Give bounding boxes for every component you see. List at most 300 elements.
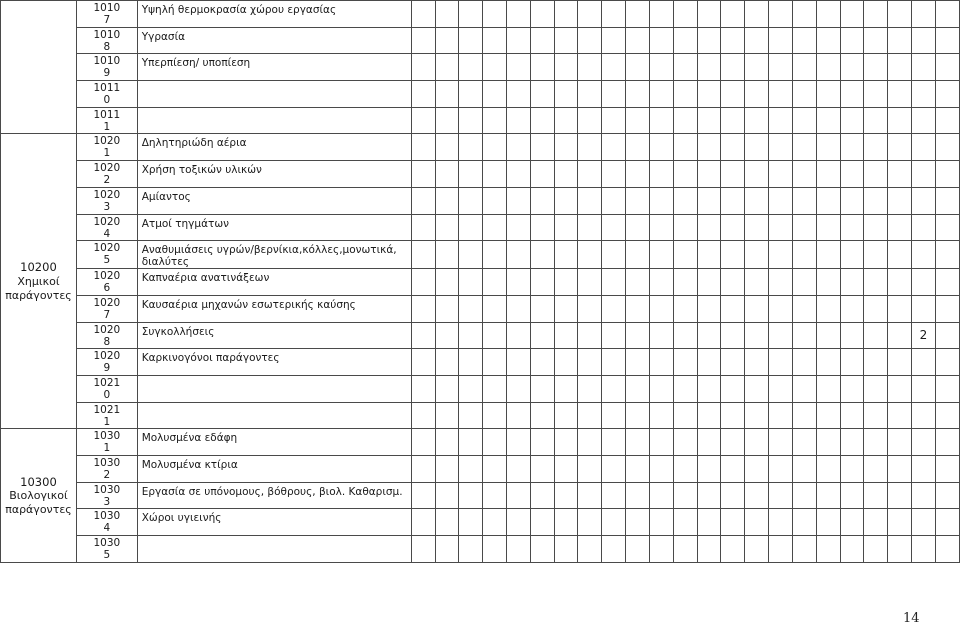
value-cell[interactable] xyxy=(483,187,507,214)
value-cell[interactable] xyxy=(912,536,936,563)
value-cell[interactable] xyxy=(697,241,721,269)
value-cell[interactable] xyxy=(649,1,673,28)
value-cell[interactable] xyxy=(792,456,816,483)
value-cell[interactable] xyxy=(840,402,864,429)
value-cell[interactable] xyxy=(864,509,888,536)
value-cell[interactable] xyxy=(436,214,459,241)
value-cell[interactable] xyxy=(888,187,912,214)
value-cell[interactable] xyxy=(864,295,888,322)
value-cell[interactable] xyxy=(578,456,602,483)
value-cell[interactable] xyxy=(530,295,554,322)
value-cell[interactable] xyxy=(816,322,840,349)
value-cell[interactable] xyxy=(816,295,840,322)
value-cell[interactable] xyxy=(411,241,436,269)
value-cell[interactable] xyxy=(436,241,459,269)
value-cell[interactable] xyxy=(649,81,673,108)
value-cell[interactable] xyxy=(745,1,769,28)
value-cell[interactable] xyxy=(840,509,864,536)
value-cell[interactable] xyxy=(912,241,936,269)
value-cell[interactable] xyxy=(816,54,840,81)
value-cell[interactable] xyxy=(411,1,436,28)
value-cell[interactable] xyxy=(721,429,745,456)
value-cell[interactable] xyxy=(673,402,697,429)
value-cell[interactable] xyxy=(912,1,936,28)
value-cell[interactable] xyxy=(554,456,578,483)
value-cell[interactable] xyxy=(459,375,483,402)
value-cell[interactable] xyxy=(411,161,436,188)
value-cell[interactable] xyxy=(769,482,793,509)
value-cell[interactable] xyxy=(506,509,530,536)
value-cell[interactable] xyxy=(840,429,864,456)
value-cell[interactable] xyxy=(483,1,507,28)
value-cell[interactable] xyxy=(483,402,507,429)
value-cell[interactable] xyxy=(483,482,507,509)
value-cell[interactable] xyxy=(673,322,697,349)
value-cell[interactable] xyxy=(721,187,745,214)
value-cell[interactable] xyxy=(411,402,436,429)
value-cell[interactable] xyxy=(506,429,530,456)
value-cell[interactable] xyxy=(506,214,530,241)
value-cell[interactable] xyxy=(626,187,650,214)
value-cell[interactable] xyxy=(769,81,793,108)
value-cell[interactable] xyxy=(792,536,816,563)
value-cell[interactable] xyxy=(673,456,697,483)
value-cell[interactable] xyxy=(483,536,507,563)
value-cell[interactable] xyxy=(935,429,959,456)
value-cell[interactable] xyxy=(816,161,840,188)
value-cell[interactable] xyxy=(769,161,793,188)
value-cell[interactable] xyxy=(745,161,769,188)
value-cell[interactable] xyxy=(816,482,840,509)
value-cell[interactable] xyxy=(483,54,507,81)
value-cell[interactable] xyxy=(721,54,745,81)
value-cell[interactable] xyxy=(673,1,697,28)
value-cell[interactable] xyxy=(578,269,602,296)
value-cell[interactable] xyxy=(792,1,816,28)
value-cell[interactable] xyxy=(483,429,507,456)
value-cell[interactable] xyxy=(912,107,936,134)
value-cell[interactable] xyxy=(602,349,626,376)
value-cell[interactable] xyxy=(554,54,578,81)
value-cell[interactable] xyxy=(649,27,673,54)
value-cell[interactable] xyxy=(935,241,959,269)
value-cell[interactable] xyxy=(721,349,745,376)
value-cell[interactable] xyxy=(792,107,816,134)
value-cell[interactable] xyxy=(935,322,959,349)
value-cell[interactable] xyxy=(769,402,793,429)
value-cell[interactable] xyxy=(721,81,745,108)
value-cell[interactable] xyxy=(673,107,697,134)
value-cell[interactable] xyxy=(673,54,697,81)
value-cell[interactable] xyxy=(578,107,602,134)
value-cell[interactable] xyxy=(506,322,530,349)
value-cell[interactable] xyxy=(697,402,721,429)
value-cell[interactable] xyxy=(459,349,483,376)
value-cell[interactable] xyxy=(554,322,578,349)
value-cell[interactable] xyxy=(769,187,793,214)
value-cell[interactable] xyxy=(697,134,721,161)
value-cell[interactable] xyxy=(436,27,459,54)
value-cell[interactable] xyxy=(602,134,626,161)
value-cell[interactable] xyxy=(888,81,912,108)
value-cell[interactable] xyxy=(602,456,626,483)
value-cell[interactable] xyxy=(530,509,554,536)
value-cell[interactable] xyxy=(864,456,888,483)
value-cell[interactable] xyxy=(745,456,769,483)
value-cell[interactable] xyxy=(554,402,578,429)
value-cell[interactable] xyxy=(459,187,483,214)
value-cell[interactable] xyxy=(816,349,840,376)
value-cell[interactable] xyxy=(888,509,912,536)
value-cell[interactable] xyxy=(554,375,578,402)
value-cell[interactable] xyxy=(912,161,936,188)
value-cell[interactable] xyxy=(436,349,459,376)
value-cell[interactable] xyxy=(816,269,840,296)
value-cell[interactable] xyxy=(578,429,602,456)
value-cell[interactable] xyxy=(721,295,745,322)
value-cell[interactable] xyxy=(626,134,650,161)
value-cell[interactable] xyxy=(411,295,436,322)
value-cell[interactable] xyxy=(721,107,745,134)
value-cell[interactable] xyxy=(912,482,936,509)
value-cell[interactable] xyxy=(411,482,436,509)
value-cell[interactable] xyxy=(530,54,554,81)
value-cell[interactable] xyxy=(912,402,936,429)
value-cell[interactable] xyxy=(506,456,530,483)
value-cell[interactable] xyxy=(673,429,697,456)
value-cell[interactable] xyxy=(935,375,959,402)
value-cell[interactable] xyxy=(554,134,578,161)
value-cell[interactable] xyxy=(840,187,864,214)
value-cell[interactable] xyxy=(673,536,697,563)
value-cell[interactable] xyxy=(792,241,816,269)
value-cell[interactable] xyxy=(673,509,697,536)
value-cell[interactable] xyxy=(506,375,530,402)
value-cell[interactable] xyxy=(721,241,745,269)
value-cell[interactable] xyxy=(459,295,483,322)
value-cell[interactable] xyxy=(745,187,769,214)
value-cell[interactable] xyxy=(864,349,888,376)
value-cell[interactable] xyxy=(459,536,483,563)
value-cell[interactable] xyxy=(721,375,745,402)
value-cell[interactable] xyxy=(745,482,769,509)
value-cell[interactable] xyxy=(483,107,507,134)
value-cell[interactable] xyxy=(602,482,626,509)
value-cell[interactable] xyxy=(602,509,626,536)
value-cell[interactable] xyxy=(649,54,673,81)
value-cell[interactable] xyxy=(436,187,459,214)
value-cell[interactable] xyxy=(864,322,888,349)
value-cell[interactable] xyxy=(840,107,864,134)
value-cell[interactable] xyxy=(530,241,554,269)
value-cell[interactable] xyxy=(626,375,650,402)
value-cell[interactable] xyxy=(745,295,769,322)
value-cell[interactable] xyxy=(436,161,459,188)
value-cell[interactable] xyxy=(840,295,864,322)
value-cell[interactable] xyxy=(769,27,793,54)
value-cell[interactable] xyxy=(816,81,840,108)
value-cell[interactable] xyxy=(721,161,745,188)
value-cell[interactable] xyxy=(697,536,721,563)
value-cell[interactable] xyxy=(840,161,864,188)
value-cell[interactable] xyxy=(530,402,554,429)
value-cell[interactable] xyxy=(697,295,721,322)
value-cell[interactable] xyxy=(864,375,888,402)
value-cell[interactable] xyxy=(626,402,650,429)
value-cell[interactable] xyxy=(697,429,721,456)
value-cell[interactable] xyxy=(888,295,912,322)
value-cell[interactable] xyxy=(912,134,936,161)
value-cell[interactable] xyxy=(792,375,816,402)
value-cell[interactable] xyxy=(649,402,673,429)
value-cell[interactable] xyxy=(840,134,864,161)
value-cell[interactable] xyxy=(602,402,626,429)
value-cell[interactable] xyxy=(483,81,507,108)
value-cell[interactable] xyxy=(459,161,483,188)
value-cell[interactable] xyxy=(578,27,602,54)
value-cell[interactable] xyxy=(935,54,959,81)
value-cell[interactable] xyxy=(769,107,793,134)
value-cell[interactable] xyxy=(935,349,959,376)
value-cell[interactable] xyxy=(554,107,578,134)
value-cell[interactable] xyxy=(530,161,554,188)
value-cell[interactable] xyxy=(935,187,959,214)
value-cell[interactable] xyxy=(745,81,769,108)
value-cell[interactable] xyxy=(530,187,554,214)
value-cell[interactable] xyxy=(816,1,840,28)
value-cell[interactable] xyxy=(912,81,936,108)
value-cell[interactable] xyxy=(697,482,721,509)
value-cell[interactable] xyxy=(697,1,721,28)
value-cell[interactable] xyxy=(459,214,483,241)
value-cell[interactable] xyxy=(864,107,888,134)
value-cell[interactable] xyxy=(769,269,793,296)
value-cell[interactable] xyxy=(673,269,697,296)
value-cell[interactable] xyxy=(864,536,888,563)
value-cell[interactable] xyxy=(626,241,650,269)
value-cell[interactable] xyxy=(792,81,816,108)
value-cell[interactable] xyxy=(912,509,936,536)
value-cell[interactable] xyxy=(792,134,816,161)
value-cell[interactable] xyxy=(864,482,888,509)
value-cell[interactable] xyxy=(888,241,912,269)
value-cell[interactable] xyxy=(578,509,602,536)
value-cell[interactable] xyxy=(530,456,554,483)
value-cell[interactable] xyxy=(649,134,673,161)
value-cell[interactable] xyxy=(769,134,793,161)
value-cell[interactable] xyxy=(649,482,673,509)
value-cell[interactable] xyxy=(935,536,959,563)
value-cell[interactable] xyxy=(721,456,745,483)
value-cell[interactable] xyxy=(483,349,507,376)
value-cell[interactable] xyxy=(530,482,554,509)
value-cell[interactable] xyxy=(864,269,888,296)
value-cell[interactable] xyxy=(626,27,650,54)
value-cell[interactable] xyxy=(745,536,769,563)
value-cell[interactable] xyxy=(673,134,697,161)
value-cell[interactable] xyxy=(436,134,459,161)
value-cell[interactable] xyxy=(411,349,436,376)
value-cell[interactable] xyxy=(578,1,602,28)
value-cell[interactable] xyxy=(506,134,530,161)
value-cell[interactable] xyxy=(411,54,436,81)
value-cell[interactable] xyxy=(697,27,721,54)
value-cell[interactable] xyxy=(411,81,436,108)
value-cell[interactable] xyxy=(578,375,602,402)
value-cell[interactable] xyxy=(840,214,864,241)
value-cell[interactable] xyxy=(411,134,436,161)
value-cell[interactable] xyxy=(888,27,912,54)
value-cell[interactable] xyxy=(816,134,840,161)
value-cell[interactable] xyxy=(483,375,507,402)
value-cell[interactable] xyxy=(721,536,745,563)
value-cell[interactable] xyxy=(554,187,578,214)
value-cell[interactable] xyxy=(483,161,507,188)
value-cell[interactable] xyxy=(602,1,626,28)
value-cell[interactable] xyxy=(721,402,745,429)
value-cell[interactable] xyxy=(888,161,912,188)
value-cell[interactable] xyxy=(864,402,888,429)
value-cell[interactable] xyxy=(411,456,436,483)
value-cell[interactable] xyxy=(506,161,530,188)
value-cell[interactable] xyxy=(602,295,626,322)
value-cell[interactable] xyxy=(602,81,626,108)
value-cell[interactable] xyxy=(602,536,626,563)
value-cell[interactable] xyxy=(506,81,530,108)
value-cell[interactable] xyxy=(769,295,793,322)
value-cell[interactable] xyxy=(483,295,507,322)
value-cell[interactable] xyxy=(578,214,602,241)
value-cell[interactable] xyxy=(626,107,650,134)
value-cell[interactable] xyxy=(912,187,936,214)
value-cell[interactable] xyxy=(602,107,626,134)
value-cell[interactable] xyxy=(912,27,936,54)
value-cell[interactable] xyxy=(530,375,554,402)
value-cell[interactable] xyxy=(792,295,816,322)
value-cell[interactable] xyxy=(935,27,959,54)
value-cell[interactable] xyxy=(554,349,578,376)
value-cell[interactable] xyxy=(864,134,888,161)
value-cell[interactable] xyxy=(888,349,912,376)
value-cell[interactable] xyxy=(864,187,888,214)
value-cell[interactable] xyxy=(864,241,888,269)
value-cell[interactable] xyxy=(506,295,530,322)
value-cell[interactable] xyxy=(459,81,483,108)
value-cell[interactable] xyxy=(792,269,816,296)
value-cell[interactable] xyxy=(649,375,673,402)
value-cell[interactable] xyxy=(792,27,816,54)
value-cell[interactable] xyxy=(459,429,483,456)
value-cell[interactable] xyxy=(697,509,721,536)
value-cell[interactable] xyxy=(840,322,864,349)
value-cell[interactable] xyxy=(578,54,602,81)
value-cell[interactable] xyxy=(459,402,483,429)
value-cell[interactable] xyxy=(459,54,483,81)
value-cell[interactable] xyxy=(745,402,769,429)
value-cell[interactable] xyxy=(554,1,578,28)
value-cell[interactable] xyxy=(436,536,459,563)
value-cell[interactable] xyxy=(697,81,721,108)
value-cell[interactable] xyxy=(578,349,602,376)
value-cell[interactable] xyxy=(506,54,530,81)
value-cell[interactable] xyxy=(649,349,673,376)
value-cell[interactable] xyxy=(530,134,554,161)
value-cell[interactable] xyxy=(602,429,626,456)
value-cell[interactable] xyxy=(864,54,888,81)
value-cell[interactable] xyxy=(816,187,840,214)
value-cell[interactable] xyxy=(935,269,959,296)
value-cell[interactable] xyxy=(745,214,769,241)
value-cell[interactable] xyxy=(840,375,864,402)
value-cell[interactable] xyxy=(649,456,673,483)
value-cell[interactable] xyxy=(649,295,673,322)
value-cell[interactable] xyxy=(411,429,436,456)
value-cell[interactable] xyxy=(506,349,530,376)
value-cell[interactable] xyxy=(649,161,673,188)
value-cell[interactable] xyxy=(769,509,793,536)
value-cell[interactable] xyxy=(602,214,626,241)
value-cell[interactable] xyxy=(436,402,459,429)
value-cell[interactable] xyxy=(935,1,959,28)
value-cell[interactable] xyxy=(578,295,602,322)
value-cell[interactable] xyxy=(745,241,769,269)
value-cell[interactable] xyxy=(459,456,483,483)
value-cell[interactable] xyxy=(626,509,650,536)
value-cell[interactable] xyxy=(912,295,936,322)
value-cell[interactable] xyxy=(506,482,530,509)
value-cell[interactable] xyxy=(912,429,936,456)
value-cell[interactable] xyxy=(530,429,554,456)
value-cell[interactable] xyxy=(578,134,602,161)
value-cell[interactable] xyxy=(436,322,459,349)
value-cell[interactable] xyxy=(840,456,864,483)
value-cell[interactable] xyxy=(673,187,697,214)
value-cell[interactable] xyxy=(792,429,816,456)
value-cell[interactable] xyxy=(506,269,530,296)
value-cell[interactable] xyxy=(411,27,436,54)
value-cell[interactable] xyxy=(745,322,769,349)
value-cell[interactable] xyxy=(411,536,436,563)
value-cell[interactable] xyxy=(411,107,436,134)
value-cell[interactable] xyxy=(769,456,793,483)
value-cell[interactable] xyxy=(935,456,959,483)
value-cell[interactable] xyxy=(721,214,745,241)
value-cell[interactable] xyxy=(721,482,745,509)
value-cell[interactable] xyxy=(888,375,912,402)
value-cell[interactable] xyxy=(459,482,483,509)
value-cell[interactable] xyxy=(626,349,650,376)
value-cell[interactable] xyxy=(769,214,793,241)
value-cell[interactable] xyxy=(745,54,769,81)
value-cell[interactable] xyxy=(912,349,936,376)
value-cell[interactable] xyxy=(816,536,840,563)
value-cell[interactable] xyxy=(578,536,602,563)
value-cell[interactable] xyxy=(840,27,864,54)
value-cell[interactable] xyxy=(721,27,745,54)
value-cell[interactable] xyxy=(888,107,912,134)
value-cell[interactable] xyxy=(602,27,626,54)
value-cell[interactable] xyxy=(530,27,554,54)
value-cell[interactable] xyxy=(792,482,816,509)
value-cell[interactable] xyxy=(912,456,936,483)
value-cell[interactable] xyxy=(530,107,554,134)
value-cell[interactable] xyxy=(864,81,888,108)
value-cell[interactable] xyxy=(530,322,554,349)
value-cell[interactable] xyxy=(935,509,959,536)
value-cell[interactable] xyxy=(649,107,673,134)
value-cell[interactable] xyxy=(506,402,530,429)
value-cell[interactable]: 2 xyxy=(912,322,936,349)
